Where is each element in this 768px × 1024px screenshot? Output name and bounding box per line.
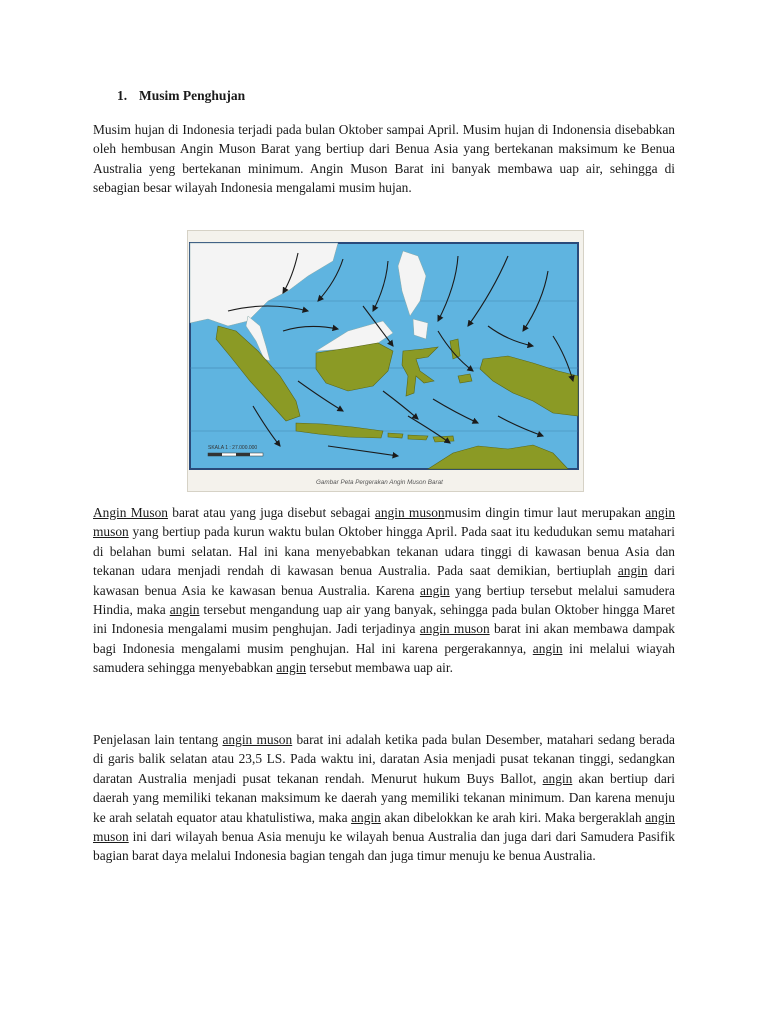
text-run: tersebut membawa uap air. xyxy=(306,660,453,676)
text-run: barat ini akan membawa dampak bagi Indonesia mengalami musim penghujan. Hal ini karena pergerakannya, xyxy=(93,621,675,656)
underlined-term: angin muson xyxy=(419,621,490,637)
underlined-term: angin muson xyxy=(374,505,445,520)
monsoon-map-figure xyxy=(187,230,584,492)
indonesia-monsoon-map xyxy=(188,231,583,491)
underlined-term: angin xyxy=(532,640,563,656)
scale-bar-segment xyxy=(208,453,222,456)
paragraph-angin-muson xyxy=(93,503,675,678)
map-scale-label: SKALA 1 : 27.000.000 xyxy=(208,445,258,451)
text-run: barat atau yang juga disebut sebagai xyxy=(167,505,375,520)
text-run: tersebut mengandung uap air yang banyak, sehingga pada bulan Oktober hingga Maret ini Indonesia mengalami musim penghujan. Jadi terjadinya xyxy=(93,602,675,637)
underlined-term: angin muson xyxy=(222,732,293,747)
text-run: akan bertiup dari daerah yang memiliki tekanan maksimum ke daerah yang memiliki tekanan minimum. Dan karena menuju ke arah selatah equator atau khatulistiwa, maka xyxy=(93,770,675,825)
underlined-term: angin xyxy=(276,660,307,676)
text-run: yang bertiup tersebut melalui samudera Hindia, maka xyxy=(93,582,675,618)
underlined-term: angin xyxy=(617,563,648,579)
text-run: Penjelasan lain tentang xyxy=(93,732,223,747)
map-caption: Gambar Peta Pergerakan Angin Muson Barat xyxy=(316,479,443,486)
text-run: musim dingin timur laut merupakan xyxy=(444,505,646,520)
text-run: yang bertiup pada kurun waktu bulan Oktober hingga April. Pada saat itu kedudukan semu matahari di belahan bumi selatan. Hal ini kana menyebabkan tekanan udara tinggi di kawasan benua Asia dan tekanan udara menjadi rendah di kawasan benua Australia. Pada saat demikian, bertiuplah xyxy=(93,524,675,579)
underlined-term: angin xyxy=(542,770,573,786)
text-run: Musim hujan di Indonesia terjadi pada bulan Oktober sampai April. Musim hujan di Indonensia disebabkan oleh hembusan Angin Muson Barat yang bertiup dari Benua Asia yang bertekanan maksimum ke Benua Australia yeng bertekanan minimum. Angin Muson Barat ini banyak membawa uap air, sehingga di sebagian besar wilayah Indonesia mengalami musim hujan. xyxy=(93,122,675,196)
paragraph-penjelasan xyxy=(93,730,675,866)
underlined-term: angin muson xyxy=(93,809,675,845)
underlined-term: Angin Muson xyxy=(93,505,168,520)
text-run: dari kawasan benua Asia ke kawasan benua Australia. Karena xyxy=(93,563,675,598)
text-run: ini melalui wiayah samudera sehingga menyebabkan xyxy=(93,640,675,676)
underlined-term: angin muson xyxy=(93,505,676,540)
section-heading xyxy=(117,86,245,106)
underlined-term: angin xyxy=(169,602,200,618)
paragraph-intro xyxy=(93,120,675,198)
text-run: ini dari wilayah benua Asia menuju ke wilayah benua Australia dan juga dari dari Samudera Pasifik bagian barat daya melalui Indonesia bagian tengah dan juga timur menuju ke benua Australia. xyxy=(93,829,675,864)
underlined-term: angin xyxy=(419,582,450,598)
text-run: akan dibelokkan ke arah kiri. Maka bergeraklah xyxy=(380,809,646,825)
heading-title: Musim Penghujan xyxy=(139,88,246,103)
text-run: barat ini adalah ketika pada bulan Desember, matahari sedang berada di garis balik selatan atau 23,5 LS. Pada waktu ini, daratan Asia menjadi pusat tekanan tinggi, sedangkan daratan Australia menjadi pusat tekanan rendah. Menurut hukum Buys Ballot, xyxy=(93,732,676,786)
heading-number: 1. xyxy=(117,88,128,103)
scale-bar-segment xyxy=(236,453,250,456)
underlined-term: angin xyxy=(351,809,381,825)
